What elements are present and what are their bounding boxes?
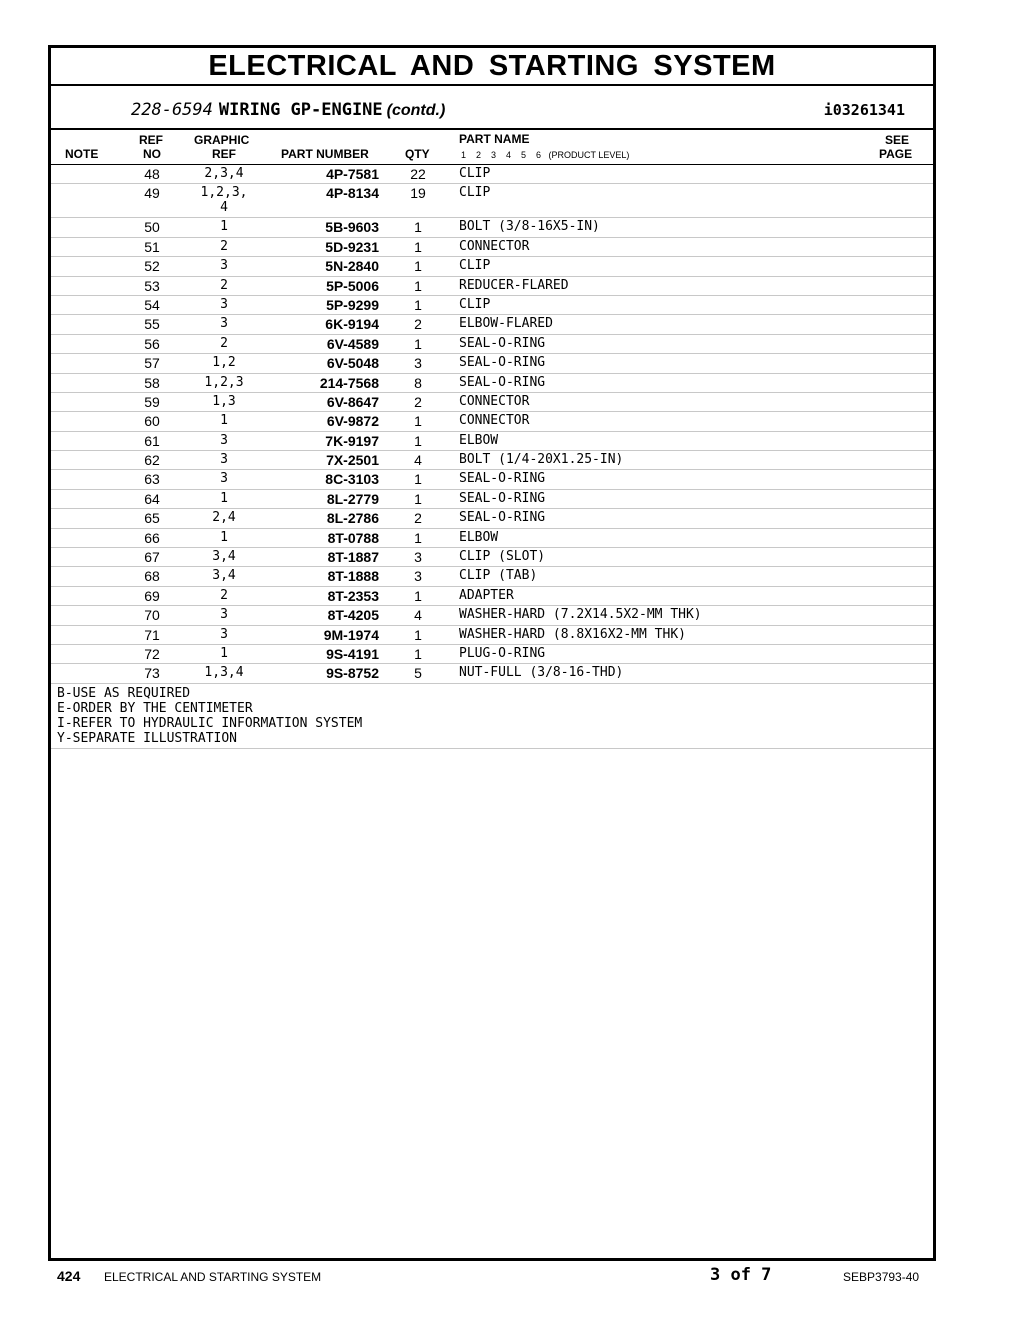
graphic-ref: 2,3,4	[204, 166, 244, 181]
part-number: 8T-0788	[327, 529, 379, 546]
part-number: 8T-2353	[327, 587, 379, 604]
col-qty: QTY	[405, 147, 430, 161]
table-row	[51, 393, 933, 412]
part-name: CONNECTOR	[459, 238, 530, 254]
notes-legend	[51, 684, 933, 749]
part-name: SEAL-O-RING	[459, 471, 546, 487]
note-line: I-REFER TO HYDRAULIC INFORMATION SYSTEM	[57, 715, 363, 731]
ref-no: 68	[144, 568, 160, 585]
part-number: 4P-7581	[326, 166, 379, 182]
ref-no: 65	[144, 510, 160, 527]
quantity: 4	[414, 452, 422, 469]
ref-no: 58	[144, 374, 160, 391]
group-number: 228-6594	[131, 100, 213, 120]
part-number: 8T-4205	[327, 607, 379, 624]
ref-no: 54	[144, 296, 160, 313]
graphic-ref: 2	[220, 335, 228, 351]
part-name: CLIP	[459, 296, 491, 312]
ref-no: 62	[144, 452, 160, 469]
col-graphic-bottom: REF	[212, 147, 236, 161]
quantity: 1	[414, 626, 422, 643]
part-name: REDUCER-FLARED	[459, 277, 569, 293]
part-number: 7X-2501	[326, 452, 379, 469]
parts-table	[51, 165, 933, 684]
ref-no: 66	[144, 529, 160, 546]
ref-no: 56	[144, 335, 160, 352]
table-row	[51, 277, 933, 296]
part-number: 4P-8134	[326, 185, 379, 202]
table-row	[51, 470, 933, 489]
ref-no: 69	[144, 587, 160, 604]
quantity: 22	[410, 166, 426, 182]
table-row	[51, 218, 933, 237]
part-number: 7K-9197	[325, 432, 379, 449]
quantity: 2	[414, 510, 422, 527]
part-name: CLIP	[459, 166, 491, 181]
quantity: 2	[414, 393, 422, 410]
quantity: 5	[414, 665, 422, 682]
quantity: 3	[414, 355, 422, 372]
table-row	[51, 626, 933, 645]
part-name: SEAL-O-RING	[459, 335, 546, 351]
part-number: 8T-1888	[327, 568, 379, 585]
col-ref-top: REF	[139, 133, 163, 147]
part-name: ELBOW	[459, 432, 499, 448]
table-row	[51, 645, 933, 664]
part-number: 6V-8647	[326, 393, 379, 410]
group-contd: (contd.)	[386, 102, 446, 119]
col-see-top: SEE	[885, 133, 910, 147]
table-row	[51, 451, 933, 470]
table-row	[51, 490, 933, 509]
part-name: CLIP	[459, 258, 491, 274]
part-number: 8C-3103	[325, 471, 379, 488]
page-title: ELECTRICAL AND STARTING SYSTEM	[51, 48, 933, 86]
table-row	[51, 257, 933, 276]
illustration-id: i03261341	[823, 101, 905, 119]
graphic-ref: 3,4	[212, 568, 236, 584]
table-row	[51, 354, 933, 373]
part-name: BOLT (3/8-16X5-IN)	[459, 219, 600, 235]
part-name: ELBOW	[459, 529, 499, 545]
quantity: 1	[414, 432, 422, 449]
part-number: 6V-4589	[326, 335, 379, 352]
quantity: 4	[414, 607, 422, 624]
part-number: 8T-1887	[327, 549, 379, 566]
part-name: WASHER-HARD (8.8X16X2-MM THK)	[459, 626, 686, 642]
ref-no: 61	[144, 432, 160, 449]
graphic-ref: 1,2	[212, 355, 236, 371]
graphic-ref: 2	[220, 277, 228, 293]
graphic-ref: 1,3	[212, 393, 236, 409]
quantity: 19	[410, 185, 426, 202]
quantity: 1	[414, 335, 422, 352]
note-line: B-USE AS REQUIRED	[57, 685, 191, 701]
col-note: NOTE	[65, 147, 99, 161]
col-part-number: PART NUMBER	[281, 147, 369, 161]
part-name: CLIP	[459, 185, 491, 201]
table-row	[51, 374, 933, 393]
table-row	[51, 315, 933, 334]
graphic-ref: 3	[220, 452, 228, 468]
ref-no: 63	[144, 471, 160, 488]
graphic-ref: 1	[220, 490, 228, 506]
part-number: 5P-9299	[326, 296, 379, 313]
part-number: 9M-1974	[323, 626, 379, 643]
group-name: WIRING GP-ENGINE	[218, 100, 383, 120]
table-row	[51, 509, 933, 528]
part-name: CONNECTOR	[459, 393, 530, 409]
table-row	[51, 432, 933, 451]
col-graphic-top: GRAPHIC	[194, 133, 250, 147]
col-see-bottom: PAGE	[879, 147, 913, 161]
ref-no: 73	[144, 665, 160, 682]
quantity: 1	[414, 238, 422, 255]
part-name: BOLT (1/4-20X1.25-IN)	[459, 452, 624, 468]
graphic-ref: 3	[220, 316, 228, 332]
graphic-ref: 3,4	[212, 549, 236, 565]
part-name: ADAPTER	[459, 587, 514, 603]
part-number: 6K-9194	[325, 316, 379, 333]
ref-no: 72	[144, 645, 160, 662]
col-product-levels: 1 2 3 4 5 6 (PRODUCT LEVEL)	[461, 150, 630, 160]
ref-no: 67	[144, 549, 160, 566]
part-name: SEAL-O-RING	[459, 510, 546, 526]
part-number: 5D-9231	[325, 238, 379, 255]
ref-no: 64	[144, 490, 160, 507]
column-header	[51, 130, 933, 165]
table-row	[51, 412, 933, 431]
group-header	[51, 86, 933, 130]
quantity: 1	[414, 490, 422, 507]
table-row	[51, 587, 933, 606]
part-number: 5P-5006	[326, 277, 379, 294]
part-name: SEAL-O-RING	[459, 374, 546, 390]
footer-section: ELECTRICAL AND STARTING SYSTEM	[104, 1270, 322, 1284]
quantity: 1	[414, 258, 422, 275]
part-number: 9S-8752	[326, 665, 379, 682]
graphic-ref: 2	[220, 587, 228, 603]
graphic-ref: 1,2,3	[204, 374, 244, 390]
table-row	[51, 529, 933, 548]
page-footer	[0, 1265, 1020, 1289]
ref-no: 49	[144, 185, 160, 202]
part-name: CONNECTOR	[459, 413, 530, 429]
parts-page-frame	[48, 45, 936, 1261]
table-row	[51, 296, 933, 315]
table-row	[51, 238, 933, 257]
table-row	[51, 335, 933, 354]
footer-page-number: 424	[57, 1268, 81, 1284]
quantity: 3	[414, 568, 422, 585]
quantity: 3	[414, 549, 422, 566]
quantity: 1	[414, 219, 422, 236]
part-name: WASHER-HARD (7.2X14.5X2-MM THK)	[459, 607, 702, 623]
ref-no: 57	[144, 355, 160, 372]
part-number: 9S-4191	[326, 645, 379, 662]
ref-no: 60	[144, 413, 160, 430]
graphic-ref: 1	[220, 413, 228, 429]
part-number: 8L-2786	[326, 510, 379, 527]
graphic-ref: 1	[220, 219, 228, 235]
part-name: SEAL-O-RING	[459, 490, 546, 506]
ref-no: 51	[144, 238, 160, 255]
table-row	[51, 548, 933, 567]
ref-no: 48	[144, 166, 160, 182]
footer-doc-id: SEBP3793-40	[843, 1270, 920, 1284]
graphic-ref: 2	[220, 238, 228, 254]
graphic-ref: 3	[220, 626, 228, 642]
graphic-ref: 1	[220, 529, 228, 545]
ref-no: 52	[144, 258, 160, 275]
graphic-ref: 1,3,4	[204, 665, 244, 681]
quantity: 1	[414, 645, 422, 662]
quantity: 1	[414, 296, 422, 313]
ref-no: 53	[144, 277, 160, 294]
graphic-ref: 3	[220, 607, 228, 623]
part-name: CLIP (SLOT)	[459, 549, 546, 565]
part-number: 6V-9872	[326, 413, 379, 430]
graphic-ref: 2,4	[212, 510, 236, 526]
part-number: 214-7568	[319, 374, 379, 391]
ref-no: 59	[144, 393, 160, 410]
part-name: SEAL-O-RING	[459, 355, 546, 371]
note-line: Y-SEPARATE ILLUSTRATION	[57, 730, 238, 746]
table-row	[51, 567, 933, 586]
col-part-name: PART NAME	[459, 132, 530, 146]
quantity: 1	[414, 471, 422, 488]
graphic-ref: 1	[220, 645, 228, 661]
part-number: 5N-2840	[325, 258, 379, 275]
ref-no: 50	[144, 219, 160, 236]
note-line: E-ORDER BY THE CENTIMETER	[57, 700, 253, 716]
graphic-ref: 3	[220, 258, 228, 274]
graphic-ref: 3	[220, 296, 228, 312]
group-title	[131, 99, 445, 120]
col-ref-bottom: NO	[143, 147, 161, 161]
part-name: ELBOW-FLARED	[459, 316, 553, 332]
table-row	[51, 664, 933, 683]
part-number: 5B-9603	[325, 219, 379, 236]
graphic-ref: 3	[220, 471, 228, 487]
quantity: 1	[414, 529, 422, 546]
part-name: CLIP (TAB)	[459, 568, 538, 584]
graphic-ref: 3	[220, 432, 228, 448]
graphic-ref: 1,2,3, 4	[200, 185, 248, 216]
ref-no: 71	[144, 626, 160, 643]
part-number: 6V-5048	[326, 355, 379, 372]
ref-no: 55	[144, 316, 160, 333]
table-row	[51, 165, 933, 184]
quantity: 1	[414, 277, 422, 294]
quantity: 8	[414, 374, 422, 391]
part-number: 8L-2779	[326, 490, 379, 507]
table-row	[51, 606, 933, 625]
ref-no: 70	[144, 607, 160, 624]
table-row	[51, 184, 933, 218]
quantity: 1	[414, 587, 422, 604]
quantity: 2	[414, 316, 422, 333]
part-name: PLUG-O-RING	[459, 645, 546, 661]
footer-page-of: 3 of 7	[710, 1265, 772, 1285]
part-name: NUT-FULL (3/8-16-THD)	[459, 665, 624, 681]
quantity: 1	[414, 413, 422, 430]
